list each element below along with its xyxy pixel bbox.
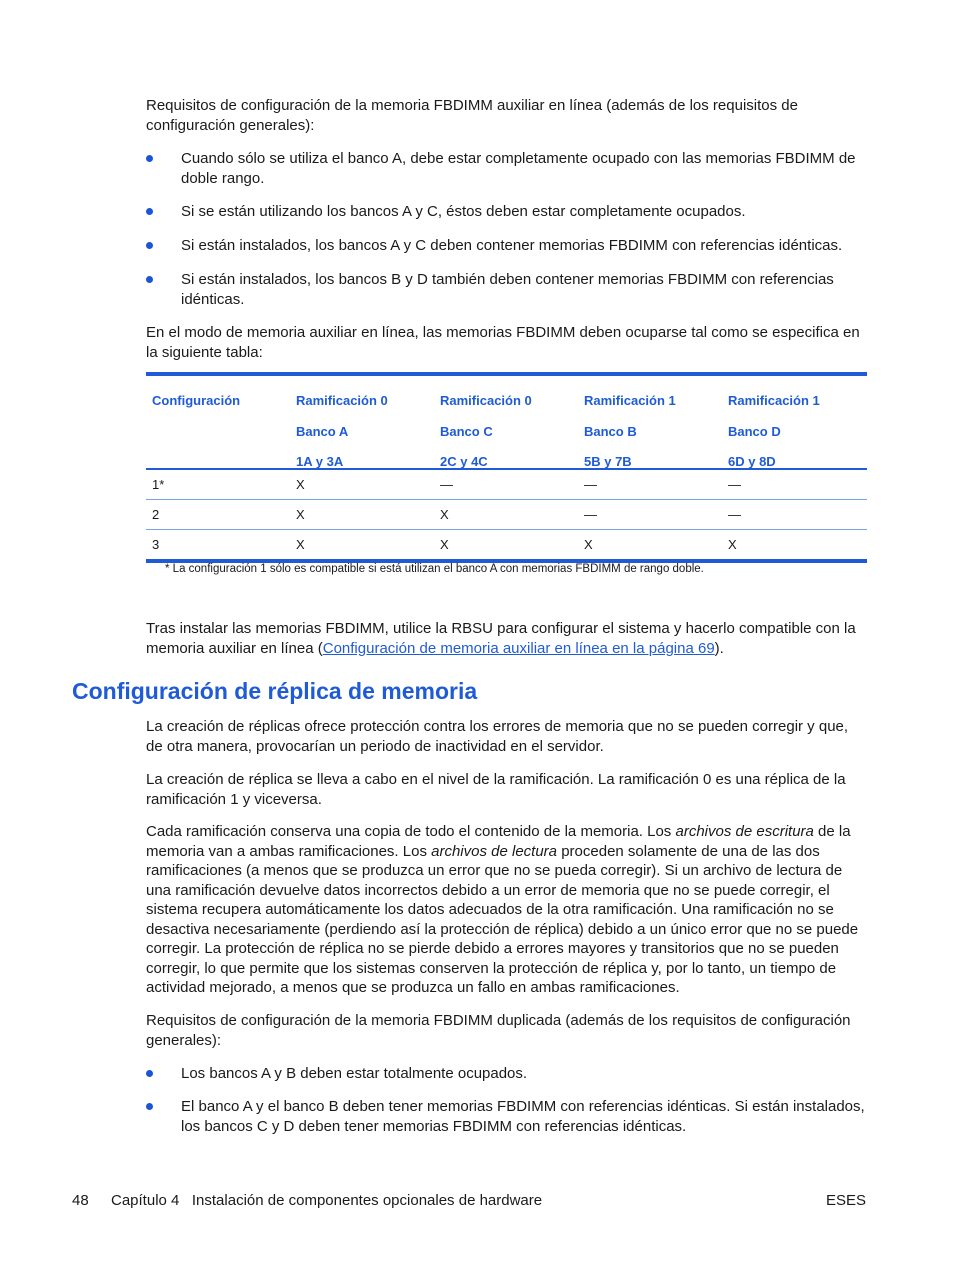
section-paragraph-1: La creación de réplicas ofrece protección contra los errores de memoria que no se pueden corregir y que, de otra manera, provocarían un periodo de inactividad en el servidor. (146, 718, 849, 755)
table-cell: X (584, 537, 593, 552)
header-line: 1A y 3A (296, 454, 344, 469)
table-row (146, 500, 867, 530)
table-cell: — (728, 507, 741, 522)
table-footnote: * La configuración 1 sólo es compatible si está utilizan el banco A con memorias FBDIMM de rango doble. (165, 563, 704, 575)
list-item-text: Si se están utilizando los bancos A y C, éstos deben estar completamente ocupados. (181, 203, 746, 220)
table-cell: 2 (152, 507, 160, 522)
paragraph-text: Cada ramificación conserva una copia de todo el contenido de la memoria. Los (146, 823, 676, 840)
section-paragraph-3 (146, 822, 868, 998)
table-cell: — (584, 507, 597, 522)
table-header (146, 376, 867, 470)
header-line: Configuración (152, 393, 241, 408)
header-line: Ramificación 0 (296, 393, 388, 408)
paragraph-text: de la memoria van a ambas ramificaciones. Los (146, 823, 851, 860)
intro-line: configuración generales): (146, 116, 315, 134)
header-banco-d (728, 386, 820, 478)
header-banco-c (440, 386, 532, 478)
table-cell: X (296, 507, 305, 522)
table-row (146, 530, 867, 559)
bullet-icon (146, 276, 153, 283)
header-line: Banco D (728, 423, 781, 439)
section-paragraph-2: La creación de réplica se lleva a cabo en el nivel de la ramificación. La ramificación 0 es una réplica de la ramificación 1 y viceversa. (146, 771, 846, 808)
paragraph-text: ). (714, 639, 724, 657)
section-heading: Configuración de réplica de memoria (72, 678, 478, 704)
bullet-icon (146, 208, 153, 215)
paragraph-text: Tras instalar las memorias FBDIMM, utilice la RBSU para configurar el sistema y hacerlo compatible con la memoria auxiliar en línea ( (146, 620, 856, 657)
memory-config-table (146, 372, 867, 563)
header-banco-b (584, 386, 676, 478)
header-line: Ramificación 1 (728, 393, 820, 408)
emphasis-text: archivos de escritura (675, 823, 814, 840)
table-intro: En el modo de memoria auxiliar en línea, las memorias FBDIMM deben ocuparse tal como se especifica en la siguiente tabla: (146, 324, 860, 361)
bullet-icon (146, 242, 153, 249)
intro-line: Requisitos de configuración de la memoria FBDIMM auxiliar en línea (además de los requisitos de (146, 97, 798, 114)
language-code: ESES (825, 1192, 866, 1209)
header-line: Ramificación 1 (584, 393, 676, 408)
bullet-icon (146, 1070, 153, 1077)
header-line: Banco A (296, 423, 349, 439)
cross-reference-link[interactable]: Configuración de memoria auxiliar en línea en la página 69 (322, 639, 715, 657)
header-banco-a (296, 386, 388, 478)
header-line: 2C y 4C (440, 454, 488, 469)
section-paragraph-4: Requisitos de configuración de la memoria FBDIMM duplicada (además de los requisitos de configuración generales): (146, 1012, 851, 1049)
header-configuracion (152, 386, 240, 417)
header-line: Ramificación 0 (440, 393, 532, 408)
list-item-text: El banco A y el banco B deben tener memorias FBDIMM con referencias idénticas. Si están instalados, los bancos C y D deben tener memorias FBDIMM con referencias idénticas. (181, 1098, 865, 1135)
header-line: 5B y 7B (584, 454, 632, 469)
table-cell: X (728, 537, 737, 552)
table-cell: X (296, 537, 305, 552)
bullet-icon (146, 1103, 153, 1110)
bullet-icon (146, 155, 153, 162)
table-cell: — (728, 477, 741, 492)
table-cell: — (584, 477, 597, 492)
table-cell: — (440, 477, 453, 492)
header-line: Banco B (584, 423, 637, 439)
list-item-text: Si están instalados, los bancos A y C deben contener memorias FBDIMM con referencias idénticas. (181, 237, 843, 254)
emphasis-text: archivos de lectura (431, 842, 558, 860)
table-cell: X (440, 537, 449, 552)
paragraph-text: proceden solamente de una de las dos ramificaciones (a menos que se produzca un error que no se pueda corregir). Si un archivo de lectura de una ramificación devuelve datos incorrectos debido a un error de memoria que no se puede corregir, el sistema recupera automáticamente los datos adecuados de la otra ramificación. Una ramificación no se desactiva necesariamente (perdiendo así la protección de réplica) debido a un único error que no se puede corregir. La protección de réplica no se pierde debido a errores mayores y transitorios que no se pueden corregir, lo que permite que los sistemas conserven la protección de réplica y, por lo tanto, un tiempo de actividad mejorado, a menos que se produzca un fallo en ambas ramificaciones. (146, 842, 859, 996)
table-cell: X (440, 507, 449, 522)
table-cell: 1* (152, 477, 165, 492)
list-item-text: Los bancos A y B deben estar totalmente ocupados. (181, 1065, 528, 1082)
list-item-text: Si están instalados, los bancos B y D también deben contener memorias FBDIMM con referencias idénticas. (181, 271, 834, 308)
table-row (146, 470, 867, 500)
header-line: Banco C (440, 423, 493, 439)
page-number: 48 (72, 1192, 89, 1209)
intro-paragraph (146, 96, 868, 135)
after-table-paragraph (146, 619, 868, 658)
table-cell: 3 (152, 537, 160, 552)
table-cell: X (296, 477, 305, 492)
chapter-title: Capítulo 4 Instalación de componentes opcionales de hardware (111, 1192, 543, 1209)
header-line: 6D y 8D (728, 454, 776, 469)
list-item-text: Cuando sólo se utiliza el banco A, debe estar completamente ocupado con las memorias FBDIMM de doble rango. (181, 150, 856, 187)
